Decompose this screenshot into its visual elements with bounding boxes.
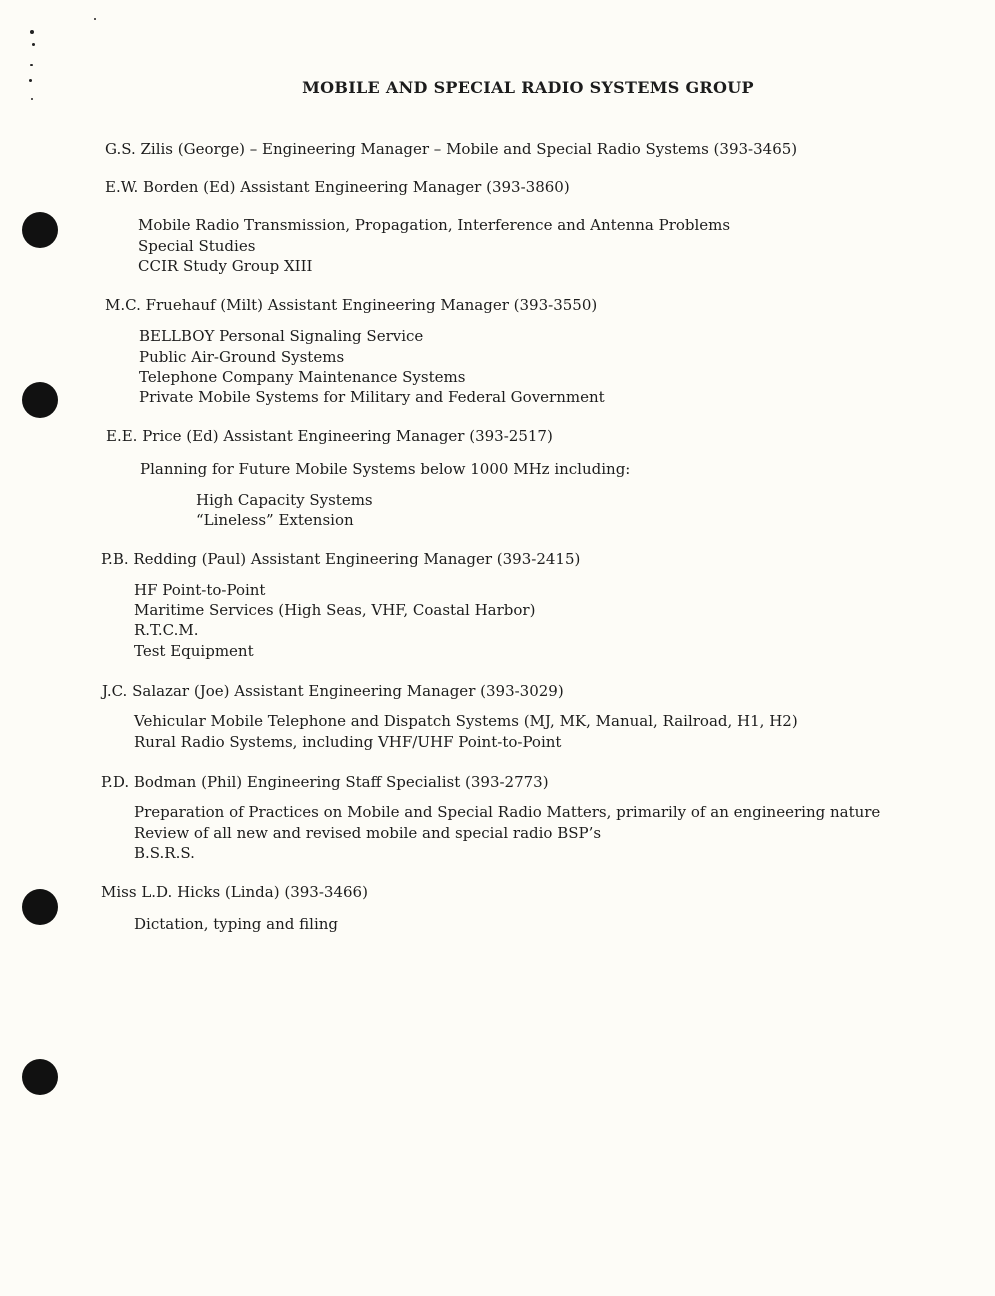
entry-item: Telephone Company Maintenance Systems	[139, 368, 466, 386]
entry-item: Mobile Radio Transmission, Propagation, Interference and Antenna Problems	[138, 216, 731, 234]
speck	[32, 43, 35, 46]
speck	[30, 30, 34, 34]
entry-subitem: “Lineless” Extension	[196, 511, 354, 529]
punch-hole	[22, 212, 58, 248]
page-title: MOBILE AND SPECIAL RADIO SYSTEMS GROUP	[302, 78, 754, 97]
entry-item: CCIR Study Group XIII	[138, 257, 313, 275]
speck	[94, 18, 96, 20]
punch-hole	[22, 382, 58, 418]
punch-hole	[22, 1059, 58, 1095]
entry-item: Preparation of Practices on Mobile and Special Radio Matters, primarily of an engineering nature	[134, 803, 881, 821]
entry-item: Review of all new and revised mobile and special radio BSP’s	[134, 824, 602, 842]
entry-item: Private Mobile Systems for Military and Federal Government	[139, 388, 605, 406]
entry-item: R.T.C.M.	[134, 621, 199, 639]
entry-item: Rural Radio Systems, including VHF/UHF Point-to-Point	[134, 733, 562, 751]
entry-item: Dictation, typing and filing	[134, 915, 339, 933]
entry-item: B.S.R.S.	[134, 844, 195, 862]
entry-item: Maritime Services (High Seas, VHF, Coastal Harbor)	[134, 601, 536, 619]
speck	[31, 98, 33, 100]
entry-item: Vehicular Mobile Telephone and Dispatch Systems (MJ, MK, Manual, Railroad, H1, H2)	[134, 712, 798, 730]
speck	[30, 64, 33, 66]
entry-head: E.W. Borden (Ed) Assistant Engineering Manager (393-3860)	[105, 178, 570, 196]
entry-item: HF Point-to-Point	[134, 581, 266, 599]
entry-head: J.C. Salazar (Joe) Assistant Engineering Manager (393-3029)	[102, 682, 564, 700]
entry-subitem: High Capacity Systems	[196, 491, 373, 509]
punch-hole	[22, 889, 58, 925]
entry-item: BELLBOY Personal Signaling Service	[139, 327, 424, 345]
entry-head: M.C. Fruehauf (Milt) Assistant Engineering Manager (393-3550)	[105, 296, 598, 314]
entry-item: Public Air-Ground Systems	[139, 348, 345, 366]
entry-head: P.B. Redding (Paul) Assistant Engineering Manager (393-2415)	[101, 550, 581, 568]
entry-item: Test Equipment	[134, 642, 254, 660]
entry-item: Special Studies	[138, 237, 256, 255]
entry-item: Planning for Future Mobile Systems below 1000 MHz including:	[140, 460, 631, 478]
entry-head: Miss L.D. Hicks (Linda) (393-3466)	[101, 883, 368, 901]
entry-head: P.D. Bodman (Phil) Engineering Staff Specialist (393-2773)	[101, 773, 549, 791]
entry-head: E.E. Price (Ed) Assistant Engineering Manager (393-2517)	[106, 427, 553, 445]
entry-head: G.S. Zilis (George) – Engineering Manager – Mobile and Special Radio Systems (393-3465)	[105, 140, 798, 158]
